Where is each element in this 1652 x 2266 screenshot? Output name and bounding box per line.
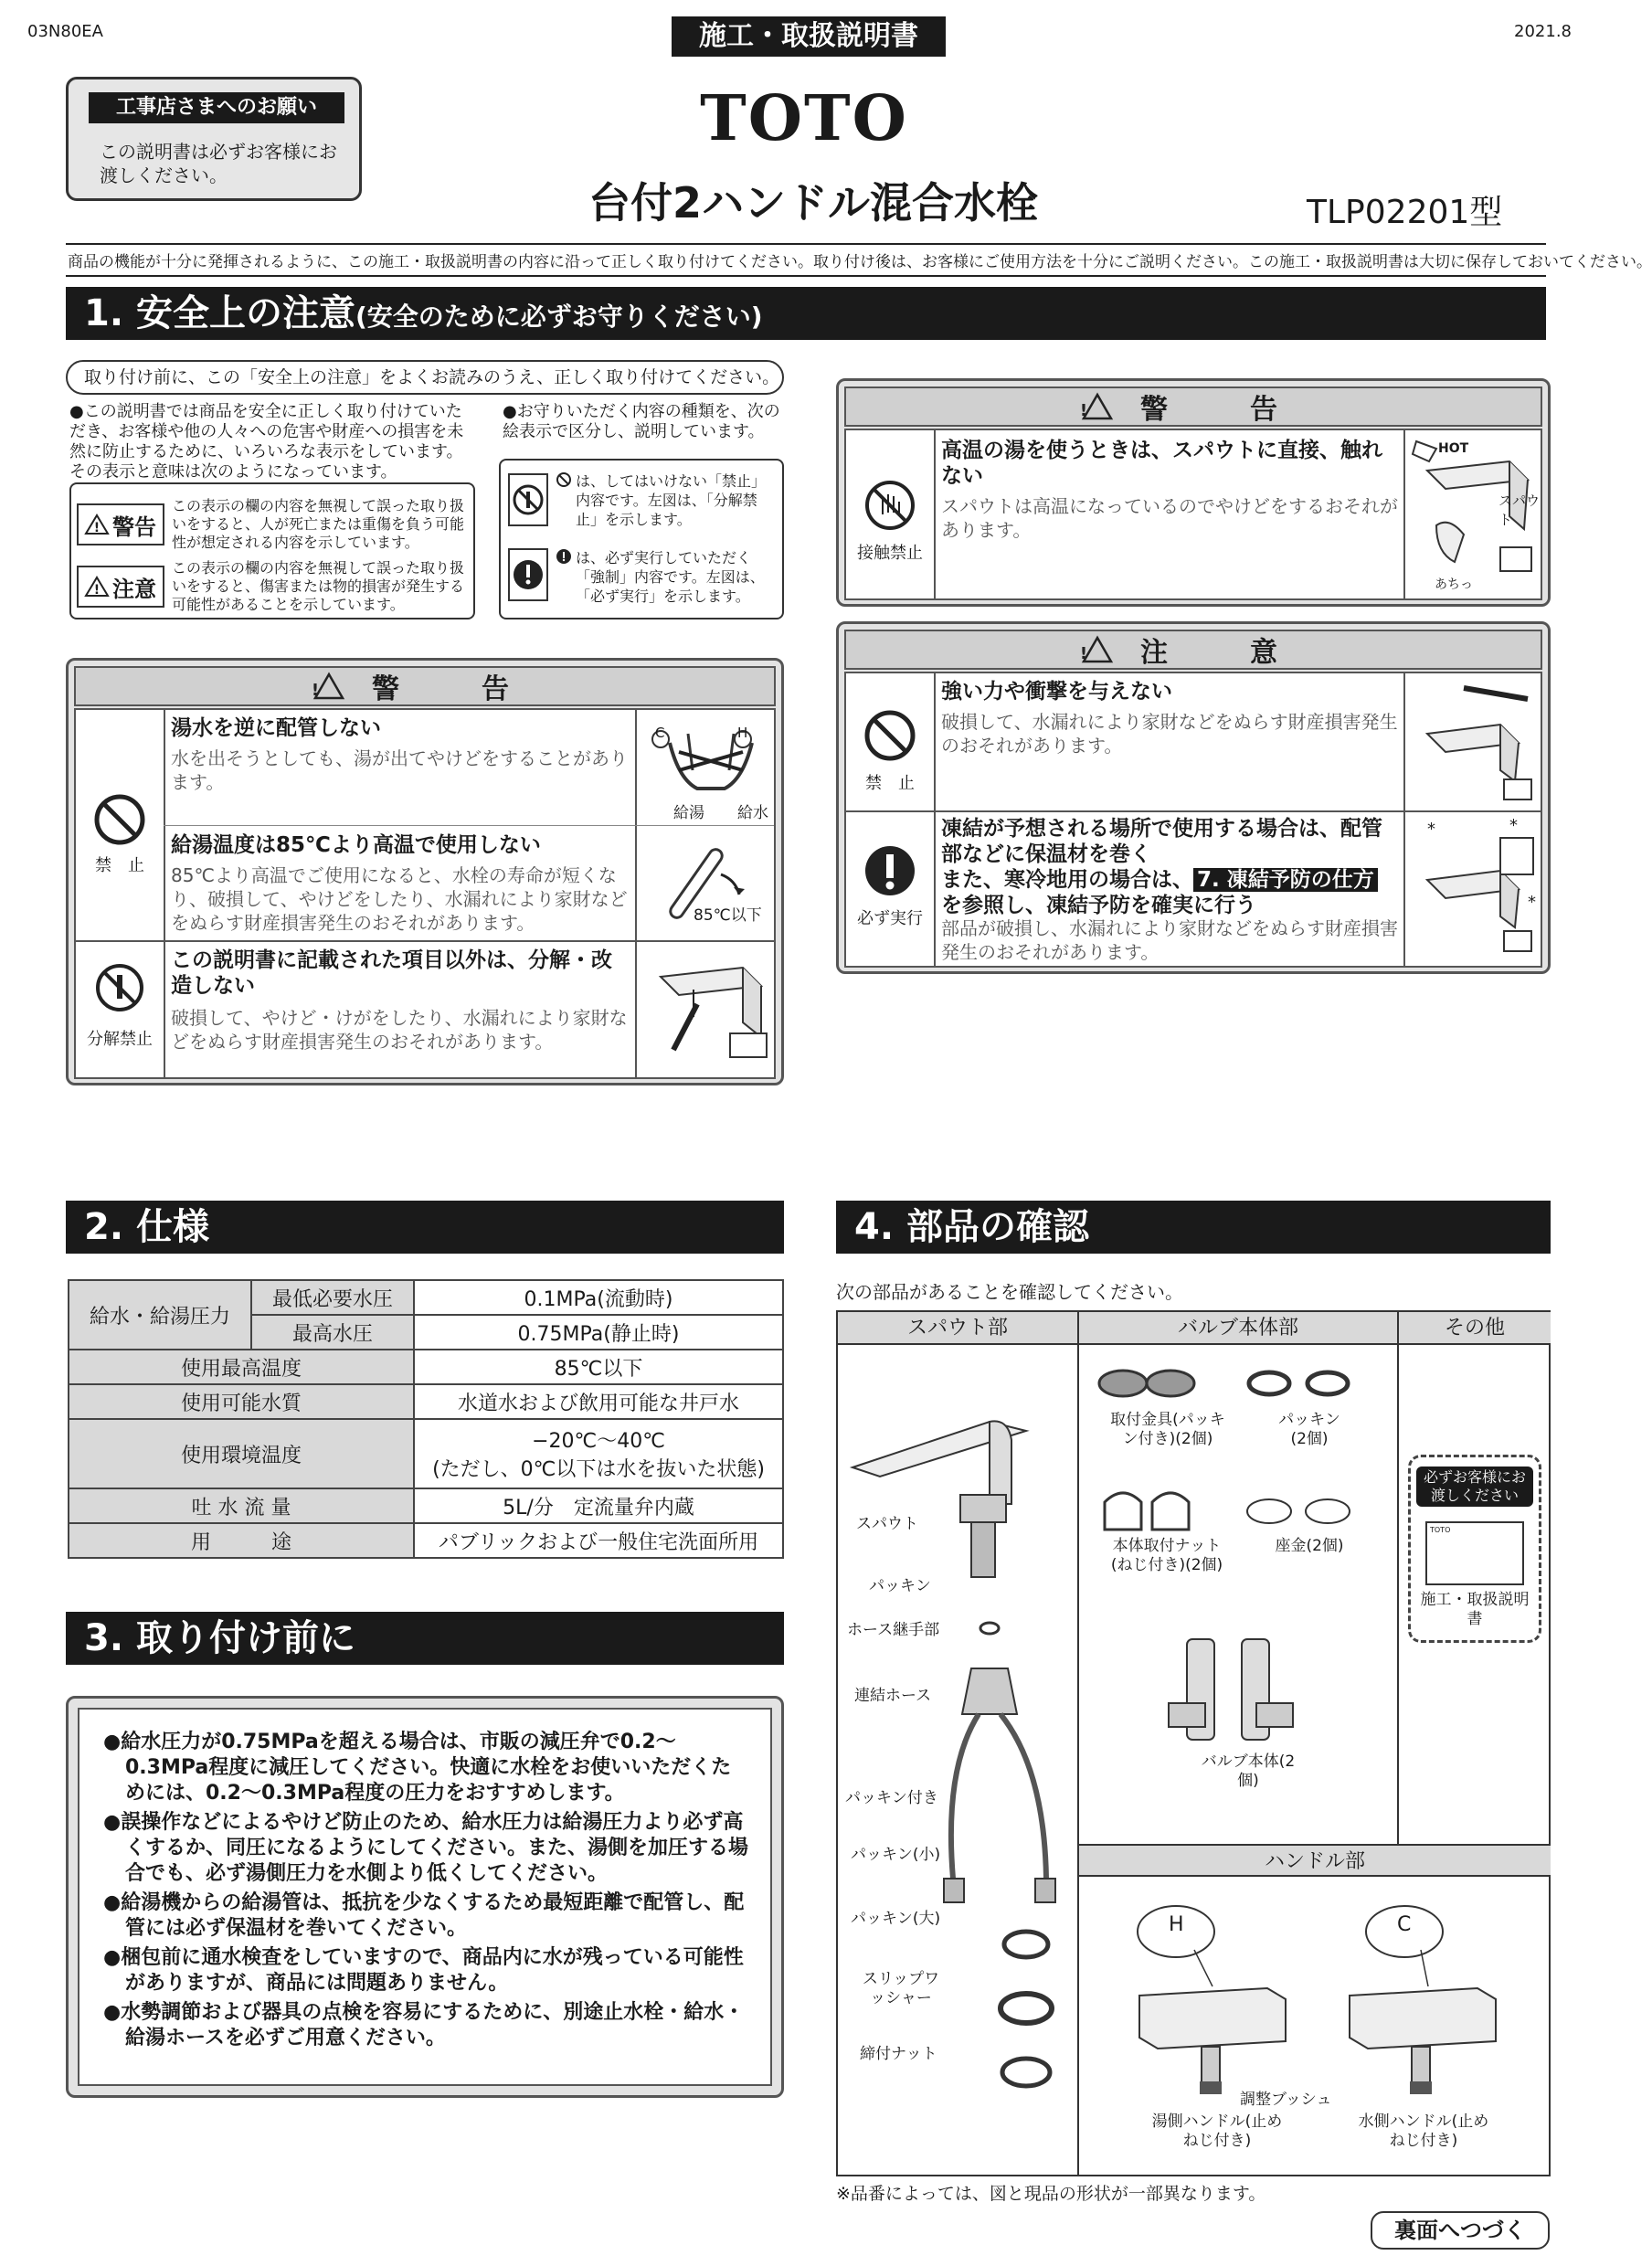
mandatory-action-symbol <box>508 548 548 601</box>
before-install-item: ●給水圧力が0.75MPaを超える場合は、市販の減圧弁で0.2〜0.3MPa程度に減圧してください。快適に水栓をお使いいただくためには、0.2〜0.3MPa程度の圧力をおすすめします。 <box>103 1731 732 1805</box>
section1-heading <box>66 287 1546 340</box>
section1-subtitle: (安全のために必ずお守りください) <box>355 302 763 332</box>
spec-label-water-quality: 使用可能水質 <box>69 1384 414 1419</box>
before-install-item: ●給湯機からの給湯管は、抵抗を少なくするため最短距離で配管し、配管には必ず保温材を巻いてください。 <box>103 1891 745 1940</box>
warning-hot-spout-title: 高温の湯を使うときは、スパウトに直接、触れない <box>941 439 1382 488</box>
col-head-handle: ハンドル部 <box>1077 1844 1551 1877</box>
prohibited-icon <box>863 708 917 763</box>
svg-text:!: ! <box>1079 644 1116 663</box>
part-label-packing-large: パッキン(大) <box>851 1910 941 1928</box>
mandatory-legend-desc: は、必ず実行していただく「強制」内容です。左図は、「必ず実行」を示します。 <box>576 549 765 605</box>
mandatory-action-icon <box>510 550 546 599</box>
parts-check-intro: 次の部品があることを確認してください。 <box>836 1281 1183 1303</box>
spec-value-ambient-note: (ただし、0℃以下は水を抜いた状態) <box>432 1458 765 1481</box>
intro-text: 商品の機能が十分に発揮されるように、この施工・取扱説明書の内容に沿って正しく取り付けてください。取り付け後は、お客様にご使用方法を十分にご説明ください。この施工・取扱説明書は大切に保存しておいてください。 <box>66 243 1546 277</box>
part-label-bush: 調整ブッシュ <box>1240 2091 1332 2109</box>
figure-label-cold-supply: 給水 <box>737 804 768 822</box>
spec-row-usage <box>69 1523 783 1558</box>
signal-word-legend <box>69 482 475 619</box>
prohibited-label: 禁 止 <box>865 774 915 793</box>
mandatory-dot-icon <box>556 548 572 565</box>
left-warning-body <box>74 708 776 1079</box>
disassembly-prohibited-icon <box>94 957 145 1019</box>
legend-warning-text: 警告 <box>112 514 156 540</box>
figure-label-85c: 85℃以下 <box>694 906 762 925</box>
disassembly-prohibited-label: 分解禁止 <box>87 1030 153 1049</box>
spec-row-ambient-temp <box>69 1419 783 1488</box>
installer-notice-box <box>66 77 362 201</box>
warning-triangle-icon <box>1079 393 1116 420</box>
svg-text:!: ! <box>311 681 347 700</box>
section3-heading: 3. 取り付け前に <box>66 1612 784 1665</box>
disassembly-prohibited-icon <box>510 475 546 524</box>
spec-row-max-temp <box>69 1350 783 1384</box>
legend-caution-label <box>77 566 164 608</box>
col-head-valve: バルブ本体部 <box>1077 1312 1397 1345</box>
parts-footnote: ※品番によっては、図と現品の形状が一部異なります。 <box>836 2184 1266 2204</box>
svg-text:*: * <box>1509 816 1518 835</box>
legend-caution-row <box>71 559 473 614</box>
safety-read-first-pill: 取り付け前に、この「安全上の注意」をよくお読みのうえ、正しく取り付けてください。 <box>66 360 784 395</box>
left-warning-header-text: 警 告 <box>372 673 536 705</box>
right-warning-block <box>836 378 1551 607</box>
spec-row-water-quality <box>69 1384 783 1419</box>
model-number: TLP02201型 <box>1307 194 1503 231</box>
spec-value-water-quality: 水道水および飲用可能な井戸水 <box>414 1384 783 1419</box>
spec-label-usage: 用 途 <box>69 1523 414 1558</box>
symbol-legend <box>499 459 784 619</box>
continue-on-back-label: 裏面へつづく <box>1371 2211 1550 2250</box>
caution-triangle-icon <box>1079 636 1116 663</box>
spec-value-max-temp: 85℃以下 <box>414 1350 783 1384</box>
freeze-figure <box>1409 816 1544 962</box>
mandatory-action-label: 必ず実行 <box>857 909 923 928</box>
before-install-list <box>78 1708 772 2086</box>
svg-text:*: * <box>1528 893 1536 912</box>
svg-text:!: ! <box>93 521 101 535</box>
right-caution-header <box>844 630 1542 670</box>
parts-table <box>836 1310 1551 2176</box>
warning-triangle-icon <box>311 672 347 700</box>
spec-label-flow: 吐 水 流 量 <box>69 1488 414 1523</box>
svg-text:*: * <box>1427 820 1435 839</box>
part-label-spout-packing: パッキン <box>869 1577 931 1595</box>
part-label-nut: 締付ナット <box>860 2045 937 2063</box>
disassembly-prohibited-symbol <box>508 473 548 526</box>
spec-value-ambient-temp <box>414 1419 783 1488</box>
col-head-other: その他 <box>1397 1312 1551 1345</box>
legend-warning-label <box>77 503 164 545</box>
right-caution-body <box>844 672 1542 968</box>
legend-caution-desc: この表示の欄の内容を無視して誤った取り扱いをすると、傷害または物的損害が発生する可能性があることを示しています。 <box>172 559 465 613</box>
freeze-prevention-ref: 7. 凍結予防の仕方 <box>1193 868 1378 892</box>
legend-warning-desc: この表示の欄の内容を無視して誤った取り扱いをすると、人が死亡または重傷を負う可能性が想定される内容を示しています。 <box>172 497 465 551</box>
manual-item <box>1408 1455 1541 1643</box>
caution-triangle-icon <box>85 576 109 598</box>
spec-value-min: 0.1MPa(流動時) <box>414 1280 783 1315</box>
caution-impact-desc: 破損して、水漏れにより家財などをぬらす財産損害発生のおそれがあります。 <box>941 711 1398 757</box>
caution-freeze-title <box>941 816 1398 918</box>
warning-triangle-icon <box>85 514 109 535</box>
document-type-label: 施工・取扱説明書 <box>672 16 946 57</box>
warning-disassembly-desc: 破損して、やけど・けがをしたり、水漏れにより家財などをぬらす財産損害発生のおそれがあります。 <box>171 1007 628 1053</box>
specification-table <box>68 1279 784 1559</box>
spec-label-max-temp: 使用最高温度 <box>69 1350 414 1384</box>
figure-label-h: H <box>737 725 748 741</box>
part-label-cold-handle: 水側ハンドル(止めねじ付き) <box>1358 2112 1489 2150</box>
warning-temperature-title: 給湯温度は85℃より高温で使用しない <box>171 833 541 857</box>
part-label-spout: スパウト <box>856 1515 918 1533</box>
caution-freeze-title-b: また、寒冷地用の場合は、 <box>941 868 1193 892</box>
impact-figure <box>1409 679 1544 807</box>
manual-notice-label: 必ずお客様にお渡しください <box>1416 1467 1533 1507</box>
spec-row-min-pressure <box>69 1280 783 1315</box>
installer-notice-text: この説明書は必ずお客様にお渡しください。 <box>100 141 337 186</box>
caution-freeze-title-c: を参照し、凍結予防を確実に行う <box>941 894 1256 917</box>
document-id: 03N80EA <box>27 22 103 41</box>
section2-heading: 2. 仕様 <box>66 1201 784 1254</box>
installer-notice-title: 工事店さまへのお願い <box>89 92 344 123</box>
right-warning-header <box>844 386 1542 427</box>
figure-label-hot-supply: 給湯 <box>673 804 704 822</box>
figure-label-hot: HOT <box>1438 441 1469 456</box>
spec-value-ambient-range: −20℃〜40℃ <box>532 1430 665 1453</box>
spec-value-usage: パブリックおよび一般住宅洗面所用 <box>414 1523 783 1558</box>
caution-impact-title: 強い力や衝撃を与えない <box>941 680 1172 704</box>
mandatory-action-icon <box>863 843 917 898</box>
prohibit-legend-desc: は、してはいけない「禁止」内容です。左図は、「分解禁止」を示します。 <box>576 472 767 528</box>
brand-logo: TOTO <box>700 82 908 155</box>
part-label-valve-packing: パッキン(2個) <box>1278 1411 1340 1448</box>
warning-reverse-piping-title: 湯水を逆に配管しない <box>171 716 381 740</box>
section1-title: 1. 安全上の注意 <box>84 292 355 334</box>
spec-label-pressure: 給水・給湯圧力 <box>69 1280 251 1350</box>
prohibit-circle-icon <box>556 471 572 488</box>
product-title: 台付2ハンドル混合水栓 <box>588 178 1038 228</box>
manual-icon <box>1425 1521 1524 1585</box>
part-label-mount: 取付金具(パッキン付き)(2個) <box>1110 1411 1225 1448</box>
spec-sublabel-min: 最低必要水圧 <box>251 1280 414 1315</box>
safety-bullet-1: ●この説明書では商品を安全に正しく取り付けていただき、お客様や他の人々への危害や財産への損害を未然に防止するために、いろいろな表示をしています。その表示と意味は次のようになっています。 <box>69 402 464 482</box>
spec-value-flow: 5L/分 定流量弁内蔵 <box>414 1488 783 1523</box>
no-touch-label: 接触禁止 <box>857 544 923 563</box>
figure-label-ouch: あちっ <box>1435 577 1473 592</box>
spec-value-max: 0.75MPa(静止時) <box>414 1315 783 1350</box>
figure-label-spout: スパウト <box>1498 492 1541 528</box>
spec-label-ambient-temp: 使用環境温度 <box>69 1419 414 1488</box>
legend-caution-text: 注意 <box>112 576 156 602</box>
left-warning-header <box>74 666 776 706</box>
disassembly-figure <box>642 949 779 1074</box>
part-label-hose-joint: ホース継手部 <box>847 1621 940 1639</box>
part-label-hose: 連結ホース <box>854 1687 932 1705</box>
part-label-packing-small: パッキン(小) <box>851 1846 941 1864</box>
safety-bullet-2: ●お守りいただく内容の種類を、次の絵表示で区分し、説明しています。 <box>503 402 780 441</box>
part-label-hot-handle: 湯側ハンドル(止めねじ付き) <box>1151 2112 1283 2150</box>
manual-cover-brand: TOTO <box>1430 1526 1451 1534</box>
caution-freeze-desc: 部品が破損し、水漏れにより家財などをぬらす財産損害発生のおそれがあります。 <box>941 917 1398 963</box>
right-caution-header-text: 注 意 <box>1140 637 1305 669</box>
part-label-slip-washer: スリップワッシャー <box>862 1970 940 2007</box>
warning-disassembly-title: この説明書に記載された項目以外は、分解・改造しない <box>171 948 612 998</box>
no-touch-icon <box>863 478 917 533</box>
svg-text:!: ! <box>93 583 101 598</box>
part-label-with-packing: パッキン付き <box>845 1789 938 1807</box>
prohibited-label: 禁 止 <box>95 856 144 875</box>
warning-hot-spout-desc: スパウトは高温になっているのでやけどをするおそれがあります。 <box>941 495 1398 541</box>
spec-row-flow <box>69 1488 783 1523</box>
before-install-box <box>66 1696 784 2098</box>
warning-reverse-piping-desc: 水を出そうとしても、湯が出てやけどをすることがあります。 <box>171 747 628 793</box>
part-label-manual: 施工・取扱説明書 <box>1420 1591 1530 1628</box>
mandatory-legend-line <box>556 548 775 606</box>
spec-sublabel-max: 最高水圧 <box>251 1315 414 1350</box>
before-install-item: ●水勢調節および器具の点検を容易にするために、別途止水栓・給水・給湯ホースを必ずご用意ください。 <box>103 2001 745 2049</box>
hot-mark-label: H <box>1169 1913 1184 1936</box>
part-label-seat: 座金(2個) <box>1275 1537 1344 1555</box>
warning-temperature-desc: 85℃より高温でご使用になると、水栓の寿命が短くなり、破損して、やけどをしたり、水漏れにより家財などをぬらす財産損害発生のおそれがあります。 <box>171 864 628 934</box>
figure-label-c: C <box>655 725 665 741</box>
right-caution-block <box>836 621 1551 974</box>
legend-warning-row <box>71 497 473 552</box>
right-warning-header-text: 警 告 <box>1140 394 1305 426</box>
right-warning-body <box>844 429 1542 600</box>
before-install-item: ●誤操作などによるやけど防止のため、給水圧力は給湯圧力より必ず高くするか、同圧になるようにしてください。また、湯側を加圧する場合でも、必ず湯側圧力を水側より低くしてください。 <box>103 1811 749 1885</box>
section4-heading: 4. 部品の確認 <box>836 1201 1551 1254</box>
before-install-item: ●梱包前に通水検査をしていますので、商品内に水が残っている可能性がありますが、商品には問題ありません。 <box>103 1946 744 1995</box>
left-warning-block <box>66 658 784 1085</box>
issue-date: 2021.8 <box>1514 22 1572 41</box>
prohibit-legend-line <box>556 471 775 529</box>
part-label-valve-body: バルブ本体(2個) <box>1201 1752 1296 1790</box>
col-head-spout: スパウト部 <box>838 1312 1077 1345</box>
cold-mark-label: C <box>1397 1913 1412 1936</box>
caution-freeze-title-a: 凍結が予想される場所で使用する場合は、配管部などに保温材を巻く <box>941 817 1382 866</box>
prohibited-icon <box>92 792 147 847</box>
part-label-body-nut: 本体取付ナット(ねじ付き)(2個) <box>1110 1537 1223 1574</box>
svg-text:!: ! <box>1079 401 1116 420</box>
